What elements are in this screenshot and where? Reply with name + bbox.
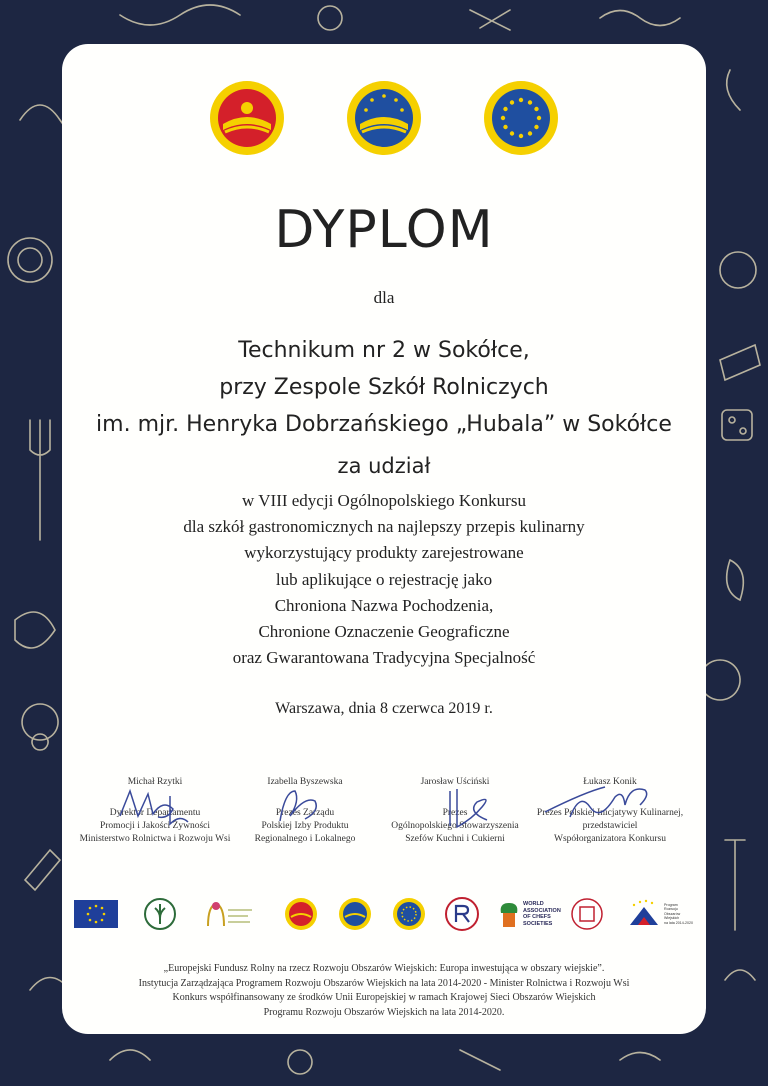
ksow-house-icon: [626, 897, 662, 931]
signatory-role: Szefów Kuchni i Cukierni: [405, 834, 505, 844]
signatory-role: Promocji i Jakości Żywności: [99, 821, 211, 831]
signatory-role: Współorganizatora Konkursu: [554, 834, 666, 844]
diploma-title: DYPLOM: [274, 200, 494, 260]
footer-line: Konkurs współfinansowany ze środków Unii Europejskiej w ramach Krajowej Sieci Obszarów Wiejskich: [172, 992, 596, 1003]
signatory-name: Izabella Byszewska: [267, 777, 343, 787]
signatory-role: Ogólnopolskiego Stowarzyszenia: [391, 821, 519, 831]
pgi-seal-icon: [346, 80, 422, 156]
signatory-role: Ministerstwo Rolnictwa i Rozwoju Wsi: [79, 834, 231, 844]
partner-logos-row: [70, 896, 700, 936]
signatory-role: Prezes: [442, 808, 468, 818]
handwritten-signature: [435, 786, 505, 831]
pdo-seal-icon: [209, 80, 285, 156]
description-line: w VIII edycji Ogólnopolskiego Konkursu: [242, 491, 526, 510]
wacs-label-line: ASSOCIATION: [523, 907, 561, 914]
handwritten-signature: [115, 786, 195, 826]
ksow-label-line: Obszarów: [664, 911, 681, 916]
wacs-logo: [498, 896, 578, 932]
ksow-label: [664, 903, 693, 925]
recipient-line: im. mjr. Henryka Dobrzańskiego „Hubala” w Sokółce: [96, 412, 672, 437]
recipient-block: [0, 332, 768, 443]
handwritten-signature: [540, 782, 670, 822]
chamber-logo-icon: [198, 896, 256, 932]
description-line: Chroniona Nazwa Pochodzenia,: [274, 595, 494, 615]
signatory-name: Michał Rzytki: [127, 777, 183, 787]
recipient-line: przy Zespole Szkół Rolniczych: [219, 375, 549, 400]
culinary-initiative-logo-icon: [570, 896, 604, 932]
pgi-seal-small-icon: [338, 896, 372, 932]
description-line: oraz Gwarantowana Tradycyjna Specjalność: [232, 648, 536, 668]
signatory-name: Łukasz Konik: [583, 777, 637, 787]
signatures-row: [70, 776, 698, 866]
description-block: [0, 488, 768, 671]
signatory-role: Prezes Zarządu: [275, 808, 335, 818]
handwritten-signature: [270, 786, 330, 826]
footer-line: „Europejski Fundusz Rolny na rzecz Rozwoju Obszarów Wiejskich: Europa inwestująca w obszary wiejskie”.: [163, 963, 605, 974]
signatory-role: Polskiej Izby Produktu: [261, 821, 349, 831]
za-udzial-heading: za udział: [337, 454, 431, 478]
signatory-role: Prezes Polskiej Inicjatywy Kulinarnej,: [536, 808, 684, 818]
ksow-label-line: Rozwoju: [664, 907, 678, 912]
description-line: dla szkół gastronomicznych na najlepszy przepis kulinarny: [183, 517, 585, 537]
ksow-logo: [626, 896, 700, 932]
ksow-label-line: na lata 2014-2020: [664, 920, 693, 925]
wacs-label-line: SOCIETIES: [523, 920, 553, 927]
chef-hat-icon: [498, 897, 520, 931]
description-line: Chronione Oznaczenie Geograficzne: [258, 622, 510, 642]
signatory-role: Regionalnego i Lokalnego: [254, 834, 356, 844]
wacs-label-line: WORLD: [523, 901, 544, 907]
date-place-line: Warszawa, dnia 8 czerwca 2019 r.: [275, 700, 493, 717]
tsg-seal-icon: [483, 80, 559, 156]
ksow-label-line: Program: [664, 902, 678, 907]
wacs-label: [523, 901, 561, 927]
prow-logo-icon: [142, 896, 178, 932]
dla-label: dla: [373, 288, 395, 307]
description-line: wykorzystujący produkty zarejestrowane: [244, 543, 524, 563]
quality-seals-row: [0, 80, 768, 156]
signatory-role: Dyrektor Departamentu: [109, 808, 201, 818]
regional-product-logo-icon: [444, 896, 480, 932]
recipient-line: Technikum nr 2 w Sokółce,: [238, 338, 530, 363]
wacs-label-line: OF CHEFS: [523, 914, 551, 920]
signatory-name: Jarosław Uściński: [420, 777, 490, 787]
footer-line: Instytucja Zarządzająca Programem Rozwoju Obszarów Wiejskich na lata 2014-2020 - Minister Rolnictwa i Rozwoju Wsi: [138, 977, 630, 989]
pdo-seal-small-icon: [284, 896, 318, 932]
footer-line: Programu Rozwoju Obszarów Wiejskich na lata 2014-2020.: [263, 1006, 505, 1018]
ksow-label-line: Wiejskich: [664, 916, 680, 921]
eu-flag-icon: [74, 896, 118, 932]
signatory-role: przedstawiciel: [582, 821, 638, 831]
funding-footer: [0, 962, 768, 1020]
description-line: lub aplikujące o rejestrację jako: [275, 569, 493, 589]
tsg-seal-small-icon: [392, 896, 426, 932]
